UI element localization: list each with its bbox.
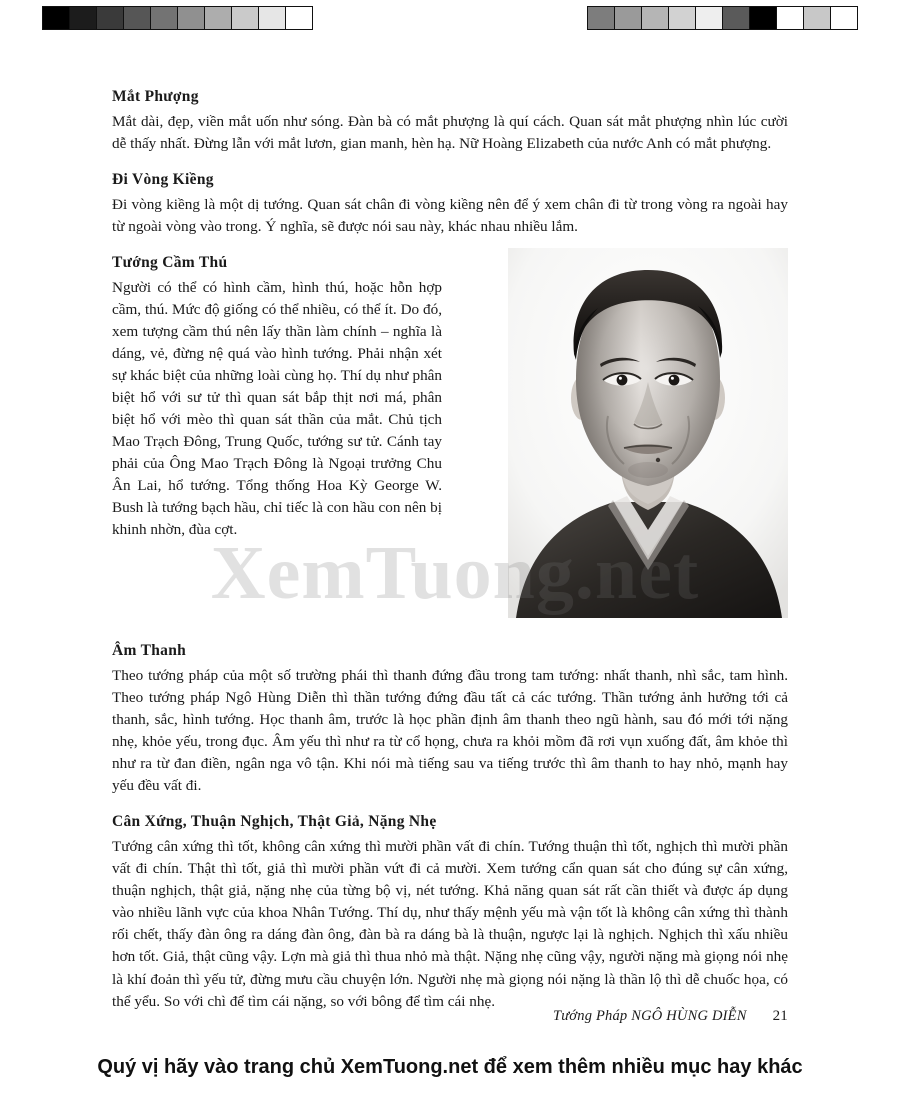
section-am-thanh bbox=[112, 642, 788, 797]
section-body: Tướng cân xứng thì tốt, không cân xứng thì mười phần vất đi chín. Tướng thuận thì tốt, nghịch thì mười phần vất đi chín. Thật thì tốt, giả thì mười phần vứt đi cả mười. Xem tướng cẩn quan sát cho đúng sự cân xứng, thuận nghịch, thật giả, nặng nhẹ của từng bộ vị, nét tướng. Khả năng quan sát rất cần thiết và được áp dụng vào nhiều lãnh vực của khoa Nhân Tướng. Thí dụ, như thấy mệnh yếu mà vận tốt là không cân xứng thì thành rối chết, thấy đàn ông ra dáng đàn ông, đàn bà ra dáng bà là thuận, ngược lại là nghịch. Nghịch thì xấu nhiều hơn tốt. Giả, thật cũng vậy. Lợn mà giả thì thua nhỏ mà thật. Nặng nhẹ cũng vậy, người nặng mà giọng nói nhẹ là khí đoản thì yếu tử, đừng mưu cầu chuyện lớn. Người nhẹ mà giọng nói nặng là thần lộ thì dễ chuốc họa, có thể yểu. So với chì để tìm cái nặng, so với bông để tìm cái nhẹ. bbox=[112, 838, 788, 1010]
section-title: Mắt Phượng bbox=[112, 88, 199, 105]
section-title: Tướng Cầm Thú bbox=[112, 254, 228, 272]
mao-portrait-drawing bbox=[508, 248, 788, 618]
watermark: XemTuong.net bbox=[210, 531, 700, 615]
mao-portrait bbox=[508, 248, 788, 618]
section-title: Âm Thanh bbox=[112, 642, 187, 660]
section-body: Người có thể có hình cầm, hình thú, hoặc hỗn hợp cầm, thú. Mức độ giống có thể nhiều, có thể ít. Do đó, xem tượng cầm thú nên lấy thần làm chính – nghĩa là dáng, vẻ, đừng nệ quá vào hình tướng. Phải nhận xét sự khác biệt của những loài cùng họ. Thí dụ như phân biệt hổ với sư tử thì quan sát bắp thịt nơi má, phân biệt hổ với mèo thì quan sát thần của mắt. Chủ tịch Mao Trạch Đông, Trung Quốc, tướng sư tử. Cánh tay phải của Ông Mao Trạch Đông là Ngoại trưởng Chu Ân Lai, hổ tướng. Tổng thống Hoa Kỳ George W. Bush là tướng bạch hầu, chỉ tiếc là con hầu con nên bị khinh nhờn, đùa cợt. bbox=[112, 279, 442, 539]
section-body: Theo tướng pháp của một số trường phái thì thanh đứng đầu trong tam tướng: nhất thanh, nhì sắc, tam hình. Theo tướng pháp Ngô Hùng Diễn thì thần tướng đứng đầu tất cả các tướng. Thần tướng ảnh hưởng tới cả thanh, sắc, hình tướng. Học thanh âm, trước là học phần định âm thanh theo ngũ hành, sau đó mới tới nặng nhẹ, khỏe yếu, trong đục. Âm yếu thì như ra từ cổ họng, chưa ra khỏi mồm đã rơi vụn xuống đất, âm khỏe thì như ra từ đan điền, ngân nga vô tận. Khi nói mà tiếng sau va tiếng trước thì âm thanh to hay nhỏ, mạnh hay yếu đều vất đi. bbox=[112, 667, 788, 795]
section-di-vong-kieng bbox=[112, 171, 788, 238]
section-body: Đi vòng kiềng là một dị tướng. Quan sát chân đi vòng kiềng nên để ý xem chân đi từ trong vòng ra ngoài hay từ ngoài vòng vào trong. Ý nghĩa, sẽ được nói sau này, khác nhau nhiều lắm. bbox=[112, 196, 788, 236]
page-footer bbox=[112, 1008, 788, 1025]
page-content bbox=[112, 88, 788, 1029]
footer-page-number: 21 bbox=[772, 1008, 788, 1024]
section-body: Mắt dài, đẹp, viền mắt uốn như sóng. Đàn bà có mắt phượng là quí cách. Quan sát mắt phượng nhìn lúc cười dễ thấy nhất. Đừng lẫn với mắt lươn, gian manh, hèn hạ. Nữ Hoàng Elizabeth của nước Anh có mắt phượng. bbox=[112, 113, 788, 153]
section-tuong-cam-thu bbox=[112, 254, 788, 624]
section-title: Đi Vòng Kiềng bbox=[112, 171, 214, 189]
section-mat-phuong bbox=[112, 88, 788, 155]
footer-book-title: Tướng Pháp NGÔ HÙNG DIỄN bbox=[552, 1008, 747, 1024]
promo-banner: Quý vị hãy vào trang chủ XemTuong.net để xem thêm nhiều mục hay khác bbox=[97, 1056, 803, 1078]
section-can-xung bbox=[112, 813, 788, 1012]
section-title: Cân Xứng, Thuận Nghịch, Thật Giả, Nặng Nhẹ bbox=[112, 813, 437, 831]
